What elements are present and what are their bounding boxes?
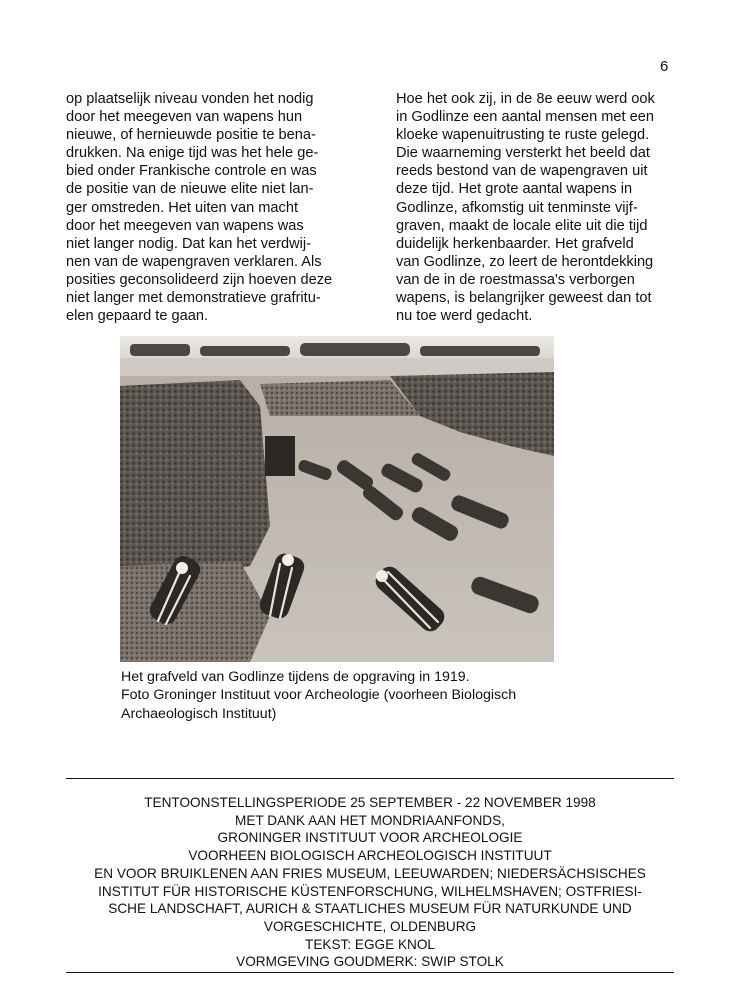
credits-line: VOORHEEN BIOLOGISCH ARCHEOLOGISCH INSTITUUT xyxy=(188,848,552,864)
text-line: nu toe werd gedacht. xyxy=(396,308,533,325)
credits-line: VORGESCHICHTE, OLDENBURG xyxy=(263,918,477,934)
text-line: bied onder Frankische controle en was xyxy=(66,163,317,180)
text-line: in Godlinze een aantal mensen met een xyxy=(396,109,654,126)
text-line: drukken. Na enige tijd was het hele ge- xyxy=(66,145,319,162)
text-line: van Godlinze, zo leert de herontdekking xyxy=(396,253,654,270)
text-line: de positie van de nieuwe elite niet lan- xyxy=(66,181,314,198)
left-text-column xyxy=(66,90,366,325)
text-line: duidelijk herkenbaarder. Het grafveld xyxy=(396,235,634,252)
text-line: Die waarneming versterkt het beeld dat xyxy=(396,145,650,162)
text-line: nieuwe, of hernieuwde positie te bena- xyxy=(66,127,316,144)
text-line: wapens, is belangrijker geweest dan tot xyxy=(396,290,652,307)
text-line: elen gepaard te gaan. xyxy=(66,308,209,325)
caption-line: Archaeologisch Instituut) xyxy=(121,705,277,722)
text-line: niet langer nodig. Dat kan het verdwij- xyxy=(66,235,311,252)
text-line: kloeke wapenuitrusting te ruste gelegd. xyxy=(396,127,650,144)
text-line: graven, maakt de locale elite uit die tijd xyxy=(396,217,648,234)
credits-line: TEKST: EGGE KNOL xyxy=(305,936,435,952)
credits-line: TENTOONSTELLINGSPERIODE 25 SEPTEMBER - 22 NOVEMBER 1998 xyxy=(144,795,596,810)
text-line: op plaatselijk niveau vonden het nodig xyxy=(66,91,314,107)
text-line: door het meegeven van wapens hun xyxy=(66,109,303,126)
credits-line: GRONINGER INSTITUUT VOOR ARCHEOLOGIE xyxy=(217,830,523,846)
credits-line: EN VOOR BRUIKLENEN AAN FRIES MUSEUM, LEEUWARDEN; NIEDERSÄCHSISCHES xyxy=(94,865,646,881)
text-line: ger omstreden. Het uiten van macht xyxy=(66,199,298,216)
credits-line: VORMGEVING GOUDMERK: SWIP STOLK xyxy=(236,954,504,970)
text-line: door het meegeven van wapens was xyxy=(66,217,304,234)
text-line: posities geconsolideerd zijn hoeven deze xyxy=(66,271,333,288)
caption-line: Foto Groninger Instituut voor Archeologie (voorheen Biologisch xyxy=(121,687,517,704)
credits-line: MET DANK AAN HET MONDRIAANFONDS, xyxy=(235,812,505,828)
photo-caption xyxy=(121,668,591,723)
text-line: reeds bestond van de wapengraven uit xyxy=(396,163,648,180)
text-line: Godlinze, afkomstig uit tenminste vijf- xyxy=(396,199,638,216)
text-line: Hoe het ook zij, in de 8e eeuw werd ook xyxy=(396,91,655,107)
credits-line: INSTITUT FÜR HISTORISCHE KÜSTENFORSCHUNG, WILHELMSHAVEN; OSTFRIESI- xyxy=(98,883,642,899)
text-line: niet langer met demonstratieve grafritu- xyxy=(66,290,321,307)
credits-line: SCHE LANDSCHAFT, AURICH & STAATLICHES MUSEUM FÜR NATURKUNDE UND xyxy=(108,901,632,917)
top-divider xyxy=(66,778,674,779)
right-text-column xyxy=(396,90,696,325)
text-line: van de in de roestmassa's verborgen xyxy=(396,271,635,288)
credits-block xyxy=(66,794,674,971)
text-line: nen van de wapengraven verklaren. Als xyxy=(66,253,322,270)
caption-line: Het grafveld van Godlinze tijdens de opgraving in 1919. xyxy=(121,669,470,685)
page-number: 6 xyxy=(660,58,669,75)
bottom-divider xyxy=(66,972,674,973)
excavation-photo xyxy=(120,336,554,662)
text-line: deze tijd. Het grote aantal wapens in xyxy=(396,181,633,198)
